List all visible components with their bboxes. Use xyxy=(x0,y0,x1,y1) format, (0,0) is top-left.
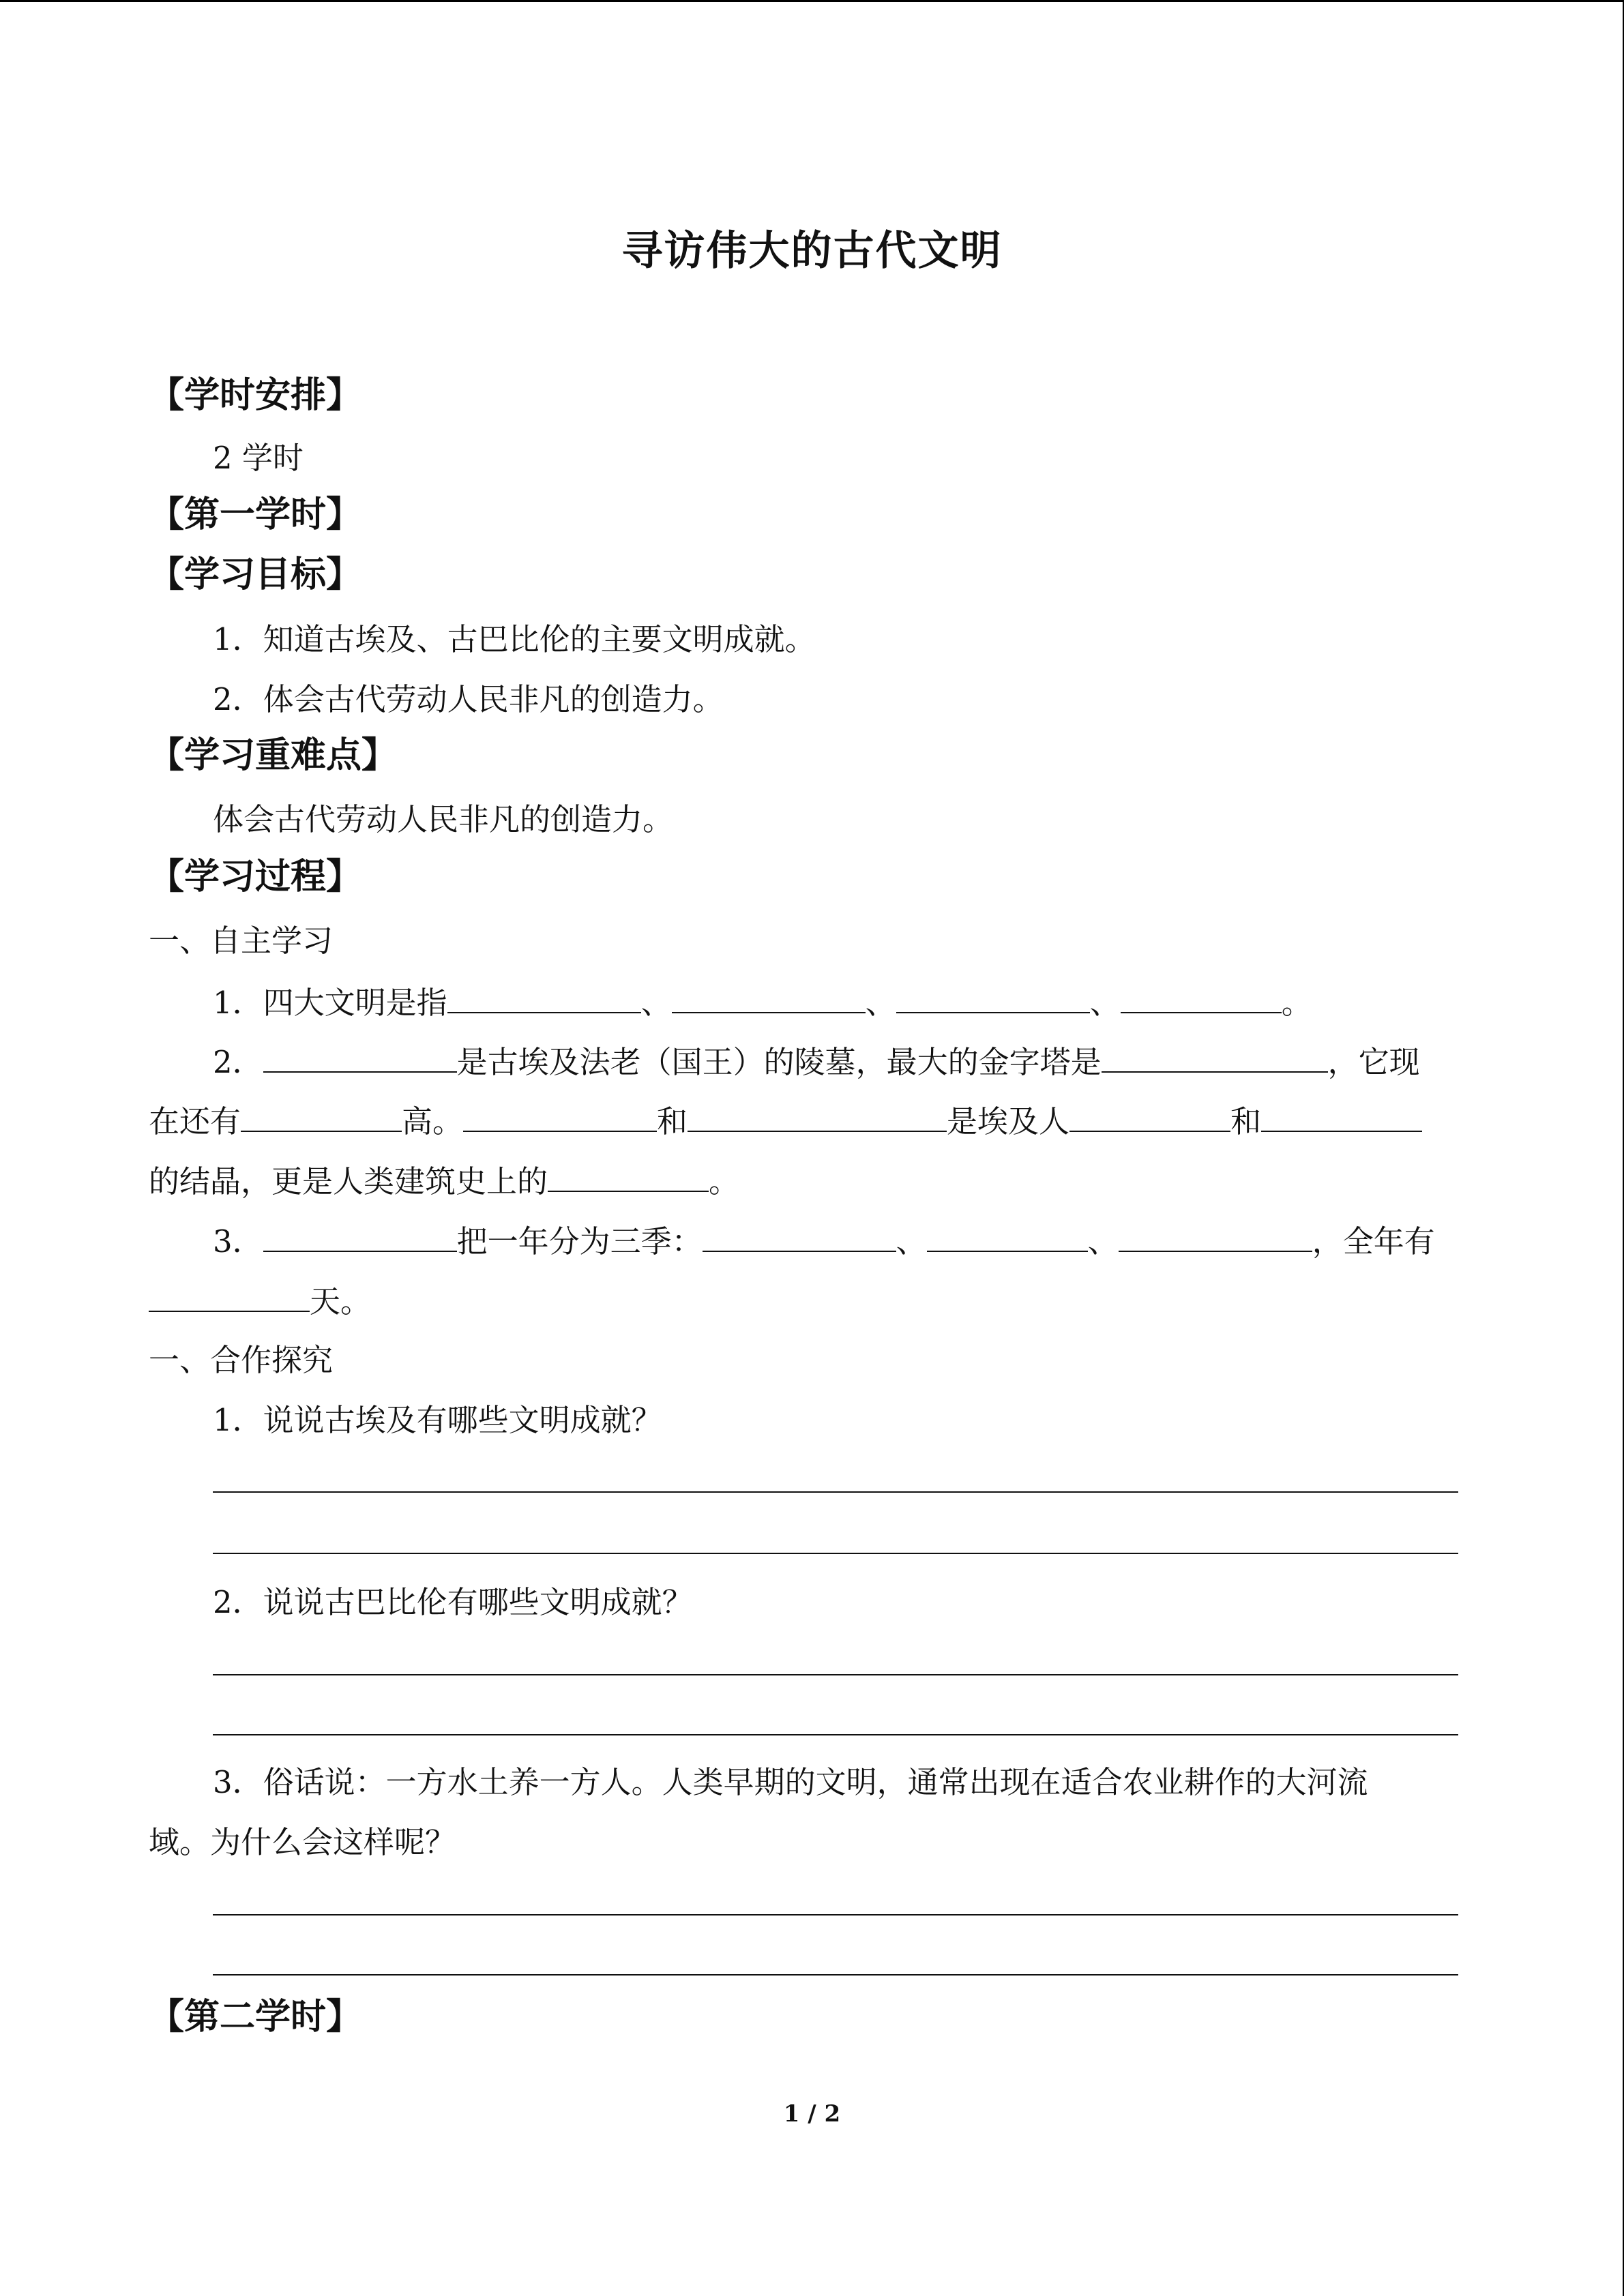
key-points-text: 体会古代劳动人民非凡的创造力。 xyxy=(213,801,674,837)
q1-end: 。 xyxy=(1281,985,1312,1021)
fill-blank[interactable] xyxy=(263,1041,457,1073)
fill-blank[interactable] xyxy=(896,982,1090,1013)
separator: 、 xyxy=(896,1223,927,1259)
fill-blank[interactable] xyxy=(149,1281,310,1312)
cooperation-q2: 2．说说古巴比伦有哪些文明成就？ xyxy=(213,1584,693,1620)
page-number: 1 / 2 xyxy=(783,2100,841,2128)
q2-text: 在还有 xyxy=(149,1103,241,1139)
fill-blank[interactable] xyxy=(1119,1221,1312,1252)
cooperation-heading: 一、合作探究 xyxy=(149,1342,334,1378)
page-title: 寻访伟大的古代文明 xyxy=(621,227,1003,275)
separator: 、 xyxy=(640,985,672,1021)
q3-prefix: 3． xyxy=(213,1223,263,1259)
fill-blank[interactable] xyxy=(463,1101,657,1132)
q2-text: 的结晶，更是人类建筑史上的 xyxy=(149,1163,548,1199)
q2-text: 是埃及人 xyxy=(947,1103,1070,1139)
q2-text: ，它现 xyxy=(1327,1044,1420,1080)
self-study-q2-line3 xyxy=(149,1161,739,1202)
first-period-heading: 【第一学时】 xyxy=(149,494,362,535)
fill-blank[interactable] xyxy=(263,1221,457,1252)
answer-line[interactable] xyxy=(213,1674,1458,1675)
second-period-heading: 【第二学时】 xyxy=(149,1997,362,2038)
objectives-heading: 【学习目标】 xyxy=(149,554,362,595)
self-study-heading: 一、自主学习 xyxy=(149,923,334,959)
fill-blank[interactable] xyxy=(703,1221,896,1252)
q2-text: 和 xyxy=(1230,1103,1262,1139)
fill-blank[interactable] xyxy=(1121,982,1282,1013)
objective-item: 1．知道古埃及、古巴比伦的主要文明成就。 xyxy=(213,621,816,657)
self-study-q2-line2 xyxy=(149,1101,1422,1142)
fill-blank[interactable] xyxy=(1102,1041,1328,1073)
fill-blank[interactable] xyxy=(241,1101,402,1132)
separator: 、 xyxy=(865,985,896,1021)
schedule-heading: 【学时安排】 xyxy=(149,375,362,416)
separator: 、 xyxy=(1089,985,1121,1021)
answer-line[interactable] xyxy=(213,1491,1458,1493)
fill-blank[interactable] xyxy=(688,1101,947,1132)
q3-text: ，全年有 xyxy=(1312,1223,1435,1259)
cooperation-q3-line1: 3．俗话说：一方水土养一方人。人类早期的文明，通常出现在适合农业耕作的大河流 xyxy=(213,1764,1368,1800)
fill-blank[interactable] xyxy=(927,1221,1088,1252)
fill-blank[interactable] xyxy=(1261,1101,1422,1132)
cooperation-q1: 1．说说古埃及有哪些文明成就？ xyxy=(213,1402,662,1438)
objective-item: 2．体会古代劳动人民非凡的创造力。 xyxy=(213,681,724,717)
fill-blank[interactable] xyxy=(548,1161,709,1192)
cooperation-q3-line2: 域。为什么会这样呢？ xyxy=(149,1824,456,1860)
key-points-heading: 【学习重难点】 xyxy=(149,735,398,776)
fill-blank[interactable] xyxy=(447,982,641,1013)
self-study-q3-line1 xyxy=(213,1221,1435,1262)
answer-line[interactable] xyxy=(213,1914,1458,1915)
q1-prefix: 1．四大文明是指 xyxy=(213,985,447,1021)
answer-line[interactable] xyxy=(213,1553,1458,1554)
answer-line[interactable] xyxy=(213,1974,1458,1976)
fill-blank[interactable] xyxy=(1069,1101,1230,1132)
self-study-q2-line1 xyxy=(213,1041,1420,1083)
q3-text: 把一年分为三季： xyxy=(456,1223,703,1259)
schedule-value: 2 学时 xyxy=(213,440,304,476)
answer-line[interactable] xyxy=(213,1734,1458,1735)
q2-prefix: 2． xyxy=(213,1044,263,1080)
q2-text: 高。 xyxy=(402,1103,464,1139)
self-study-q3-line2 xyxy=(149,1281,371,1322)
q3-text: 天。 xyxy=(310,1283,372,1320)
fill-blank[interactable] xyxy=(672,982,866,1013)
separator: 、 xyxy=(1087,1223,1119,1259)
self-study-q1 xyxy=(213,982,1312,1024)
q2-text: 。 xyxy=(709,1163,740,1199)
q2-text: 是古埃及法老（国王）的陵墓，最大的金字塔是 xyxy=(456,1044,1102,1080)
process-heading: 【学习过程】 xyxy=(149,856,362,897)
q2-text: 和 xyxy=(657,1103,688,1139)
